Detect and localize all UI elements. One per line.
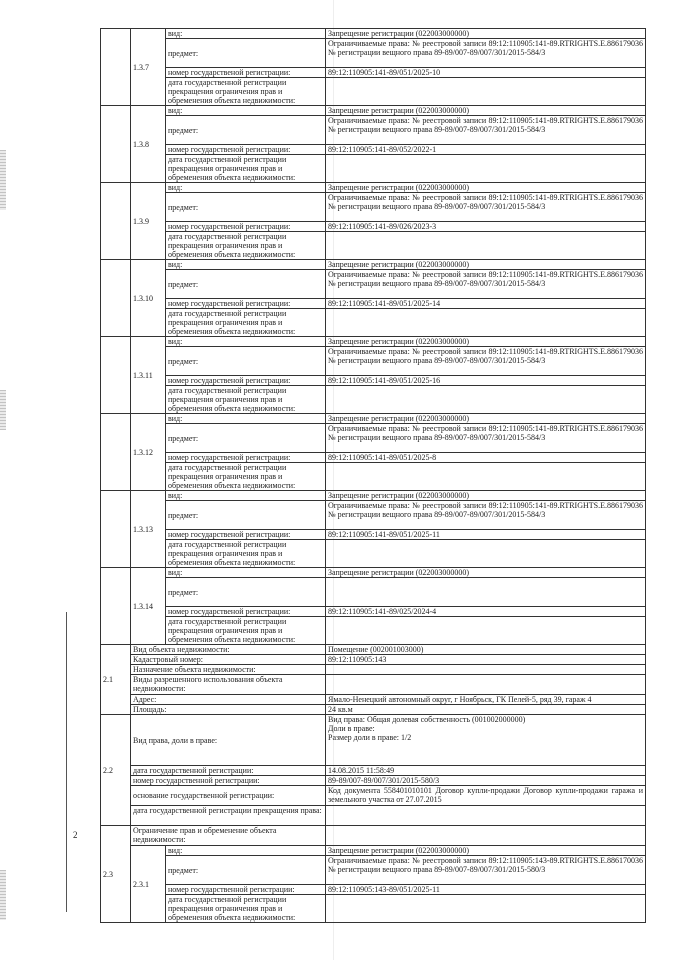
predmet-label: предмет:	[166, 424, 326, 453]
vid-value: Запрещение регистрации (022003000000)	[326, 846, 646, 856]
osnovanie-label: основание государственной регистрации:	[131, 786, 326, 806]
predmet-label: предмет:	[166, 270, 326, 299]
restriction-row-vid	[101, 491, 646, 501]
restriction-row-nomer	[101, 376, 646, 386]
restriction-number: 1.3.8	[131, 106, 166, 183]
nomer-label: номер государственой регистрации:	[166, 607, 326, 617]
termination-date-value	[326, 155, 646, 183]
predmet-label: предмет:	[166, 856, 326, 885]
registry-extract-table	[100, 28, 646, 923]
object-info-value	[326, 665, 646, 675]
restriction-row-nomer	[101, 222, 646, 232]
predmet-label: предмет:	[166, 193, 326, 222]
restriction-row-nomer	[101, 607, 646, 617]
restriction-row-date	[101, 895, 646, 923]
restriction-row-predmet	[101, 39, 646, 68]
predmet-value: Ограничиваемые права: № реестровой записи 89:12:110905:141-89.RTRIGHTS.E.886179036 № регистрации вещного права 89-89/007-89/007/301/2015-584/3	[326, 501, 646, 530]
restrictions-title: Ограничение прав и обременение объекта недвижимости:	[131, 826, 326, 846]
predmet-value: Ограничиваемые права: № реестровой записи 89:12:110905:141-89.RTRIGHTS.E.886179036 № регистрации вещного права 89-89/007-89/007/301/2015-584/3	[326, 270, 646, 299]
termination-date-value	[326, 78, 646, 106]
vid-label: вид:	[166, 568, 326, 578]
nomer-label: номер государственой регистрации:	[166, 68, 326, 78]
object-info-row	[101, 655, 646, 665]
termination-date-label: дата государственной регистрации прекращения ограничения прав и обременения объекта недвижимости:	[166, 309, 326, 337]
predmet-value: Ограничиваемые права: № реестровой записи 89:12:110905:141-89.RTRIGHTS.E.886179036 № регистрации вещного права 89-89/007-89/007/301/2015-584/3	[326, 347, 646, 376]
restriction-row-vid	[101, 106, 646, 116]
vid-value: Запрещение регистрации (022003000000)	[326, 491, 646, 501]
vid-label: вид:	[166, 106, 326, 116]
termination-date-label: дата государственной регистрации прекращения ограничения прав и обременения объекта недвижимости:	[166, 386, 326, 414]
vid-label: вид:	[166, 337, 326, 347]
restriction-row-date	[101, 78, 646, 106]
object-info-value: 89:12:110905:143	[326, 655, 646, 665]
section-2-number: 2	[73, 830, 78, 840]
restriction-row-predmet	[101, 578, 646, 607]
nomer-label: номер государственой регистрации:	[166, 145, 326, 155]
section-2-2-number: 2.2	[101, 715, 131, 826]
predmet-value: Ограничиваемые права: № реестровой записи 89:12:110905:143-89.RTRIGHTS.E.886170036 № регистрации вещного права 89-89/007-89/007/301/2015-580/3	[326, 856, 646, 885]
predmet-value: Ограничиваемые права: № реестровой записи 89:12:110905:141-89.RTRIGHTS.E.886179036 № регистрации вещного права 89-89/007-89/007/301/2015-584/3	[326, 39, 646, 68]
restriction-row-predmet	[101, 116, 646, 145]
nomer-label: номер государственой регистрации:	[166, 222, 326, 232]
predmet-value: Ограничиваемые права: № реестровой записи 89:12:110905:141-89.RTRIGHTS.E.886179036 № регистрации вещного права 89-89/007-89/007/301/2015-584/3	[326, 116, 646, 145]
predmet-label: предмет:	[166, 347, 326, 376]
restriction-row-predmet	[101, 424, 646, 453]
vid-value: Запрещение регистрации (022003000000)	[326, 106, 646, 116]
date-value: 14.08.2015 11:58:49	[326, 766, 646, 776]
restriction-row-predmet	[101, 501, 646, 530]
termination-date-value	[326, 540, 646, 568]
restriction-row-vid	[101, 183, 646, 193]
restriction-row-vid	[101, 337, 646, 347]
predmet-value: Ограничиваемые права: № реестровой записи 89:12:110905:141-89.RTRIGHTS.E.886179036 № регистрации вещного права 89-89/007-89/007/301/2015-584/3	[326, 193, 646, 222]
restrictions-header-row	[101, 826, 646, 846]
registration-row-date	[101, 766, 646, 776]
object-info-row	[101, 665, 646, 675]
termination-date-label: дата государственной регистрации прекращения ограничения прав и обременения объекта недвижимости:	[166, 232, 326, 260]
nomer-value: 89:12:110905:141-89/052/2022-1	[326, 145, 646, 155]
restriction-row-predmet	[101, 856, 646, 885]
nomer-label: номер государственой регистрации:	[166, 530, 326, 540]
restriction-row-predmet	[101, 193, 646, 222]
object-info-row	[101, 695, 646, 705]
section-1-3-column	[101, 260, 131, 337]
termination-date-value	[326, 617, 646, 645]
object-info-value: Помещение (002001003000)	[326, 645, 646, 655]
restriction-row-vid	[101, 29, 646, 39]
scan-artifact	[0, 390, 6, 430]
restriction-row-vid	[101, 568, 646, 578]
object-info-value	[326, 675, 646, 695]
right-kind-line: Размер доли в праве: 1/2	[328, 733, 412, 742]
predmet-label: предмет:	[166, 501, 326, 530]
nomer-value: 89:12:110905:141-89/025/2024-4	[326, 607, 646, 617]
termination-date-value	[326, 463, 646, 491]
right-kind-value	[326, 715, 646, 766]
object-info-row	[101, 645, 646, 655]
section-1-3-column	[101, 414, 131, 491]
object-info-value: Ямало-Ненецкий автономный округ, г Ноябрьск, ГК Пелей-5, ряд 39, гараж 4	[326, 695, 646, 705]
nomer-value: 89:12:110905:141-89/051/2025-11	[326, 530, 646, 540]
scan-artifact	[0, 150, 6, 210]
predmet-label: предмет:	[166, 578, 326, 607]
right-kind-row	[101, 715, 646, 766]
restriction-row-nomer	[101, 68, 646, 78]
termination-date-label: дата государственной регистрации прекращения ограничения прав и обременения объекта недвижимости:	[166, 540, 326, 568]
termination-date-label: дата государственной регистрации прекращения ограничения прав и обременения объекта недвижимости:	[166, 895, 326, 923]
nomer-value: 89-89/007-89/007/301/2015-580/3	[326, 776, 646, 786]
prekr-value	[326, 806, 646, 826]
restriction-number: 1.3.9	[131, 183, 166, 260]
restriction-number: 1.3.13	[131, 491, 166, 568]
termination-date-value	[326, 232, 646, 260]
nomer-label: номер государственной регистрации:	[131, 776, 326, 786]
registration-row-prekr	[101, 806, 646, 826]
restriction-row-date	[101, 463, 646, 491]
section-2-3-number: 2.3	[101, 826, 131, 923]
restriction-row-vid	[101, 846, 646, 856]
nomer-value: 89:12:110905:141-89/051/2025-8	[326, 453, 646, 463]
object-info-label: Вид объекта недвижимости:	[131, 645, 326, 655]
termination-date-value	[326, 386, 646, 414]
vid-label: вид:	[166, 260, 326, 270]
date-label: дата государственной регистрации:	[131, 766, 326, 776]
termination-date-label: дата государственной регистрации прекращения ограничения прав и обременения объекта недвижимости:	[166, 617, 326, 645]
nomer-value: 89:12:110905:141-89/051/2025-16	[326, 376, 646, 386]
restriction-number: 2.3.1	[131, 846, 166, 923]
object-info-label: Адрес:	[131, 695, 326, 705]
nomer-value: 89:12:110905:141-89/026/2023-3	[326, 222, 646, 232]
section-1-3-column	[101, 337, 131, 414]
object-info-value: 24 кв.м	[326, 705, 646, 715]
termination-date-label: дата государственной регистрации прекращения ограничения прав и обременения объекта недвижимости:	[166, 155, 326, 183]
object-info-label: Кадастровый номер:	[131, 655, 326, 665]
termination-date-label: дата государственной регистрации прекращения ограничения прав и обременения объекта недвижимости:	[166, 78, 326, 106]
section-1-3-column	[101, 183, 131, 260]
nomer-label: номер государственной регистрации:	[166, 885, 326, 895]
nomer-label: номер государственой регистрации:	[166, 299, 326, 309]
vid-value: Запрещение регистрации (022003000000)	[326, 29, 646, 39]
prekr-label: дата государственной регистрации прекращения права:	[131, 806, 326, 826]
vid-label: вид:	[166, 846, 326, 856]
registration-row-osnovanie	[101, 786, 646, 806]
vid-label: вид:	[166, 414, 326, 424]
object-info-label: Назначение объекта недвижимости:	[131, 665, 326, 675]
scan-artifact	[0, 870, 6, 920]
termination-date-value	[326, 895, 646, 923]
predmet-label: предмет:	[166, 116, 326, 145]
object-info-row	[101, 675, 646, 695]
section-1-3-column	[101, 568, 131, 645]
right-kind-label: Вид права, доли в праве:	[131, 715, 326, 766]
restriction-row-vid	[101, 414, 646, 424]
restrictions-title-value	[326, 826, 646, 846]
osnovanie-value: Код документа 558401010101 Договор купли-продажи Договор купли-продажи гаража и земельного участка от 27.07.2015	[326, 786, 646, 806]
vid-label: вид:	[166, 491, 326, 501]
section-1-3-column	[101, 106, 131, 183]
section-2-1-number: 2.1	[101, 645, 131, 715]
restriction-row-nomer	[101, 299, 646, 309]
restriction-row-date	[101, 309, 646, 337]
restriction-row-nomer	[101, 530, 646, 540]
vid-value: Запрещение регистрации (022003000000)	[326, 183, 646, 193]
restriction-row-nomer	[101, 885, 646, 895]
restriction-row-date	[101, 386, 646, 414]
nomer-label: номер государственой регистрации:	[166, 453, 326, 463]
restriction-row-vid	[101, 260, 646, 270]
predmet-value: Ограничиваемые права: № реестровой записи 89:12:110905:141-89.RTRIGHTS.E.886179036 № регистрации вещного права 89-89/007-89/007/301/2015-584/3	[326, 424, 646, 453]
right-kind-line: Доли в праве:	[328, 724, 375, 733]
nomer-value: 89:12:110905:143-89/051/2025-11	[326, 885, 646, 895]
restriction-row-date	[101, 155, 646, 183]
restriction-row-nomer	[101, 453, 646, 463]
vid-label: вид:	[166, 183, 326, 193]
section-1-3-column	[101, 491, 131, 568]
restriction-row-date	[101, 232, 646, 260]
restriction-row-date	[101, 617, 646, 645]
restriction-number: 1.3.7	[131, 29, 166, 106]
restriction-number: 1.3.12	[131, 414, 166, 491]
restriction-number: 1.3.11	[131, 337, 166, 414]
nomer-value: 89:12:110905:141-89/051/2025-10	[326, 68, 646, 78]
section-divider-line	[66, 612, 67, 912]
section-1-3-column	[101, 29, 131, 106]
vid-value: Запрещение регистрации (022003000000)	[326, 337, 646, 347]
predmet-value	[326, 578, 646, 607]
vid-label: вид:	[166, 29, 326, 39]
vid-value: Запрещение регистрации (022003000000)	[326, 568, 646, 578]
vid-value: Запрещение регистрации (022003000000)	[326, 414, 646, 424]
object-info-label: Площадь:	[131, 705, 326, 715]
restriction-number: 1.3.10	[131, 260, 166, 337]
restriction-row-nomer	[101, 145, 646, 155]
right-kind-line: Вид права: Общая долевая собственность (001002000000)	[328, 715, 526, 724]
termination-date-label: дата государственной регистрации прекращения ограничения прав и обременения объекта недвижимости:	[166, 463, 326, 491]
restriction-row-date	[101, 540, 646, 568]
restriction-number: 1.3.14	[131, 568, 166, 645]
restriction-row-predmet	[101, 347, 646, 376]
object-info-row	[101, 705, 646, 715]
restriction-row-predmet	[101, 270, 646, 299]
nomer-label: номер государственой регистрации:	[166, 376, 326, 386]
vid-value: Запрещение регистрации (022003000000)	[326, 260, 646, 270]
predmet-label: предмет:	[166, 39, 326, 68]
registration-row-nomer	[101, 776, 646, 786]
object-info-label: Виды разрешенного использования объекта недвижимости:	[131, 675, 326, 695]
termination-date-value	[326, 309, 646, 337]
nomer-value: 89:12:110905:141-89/051/2025-14	[326, 299, 646, 309]
